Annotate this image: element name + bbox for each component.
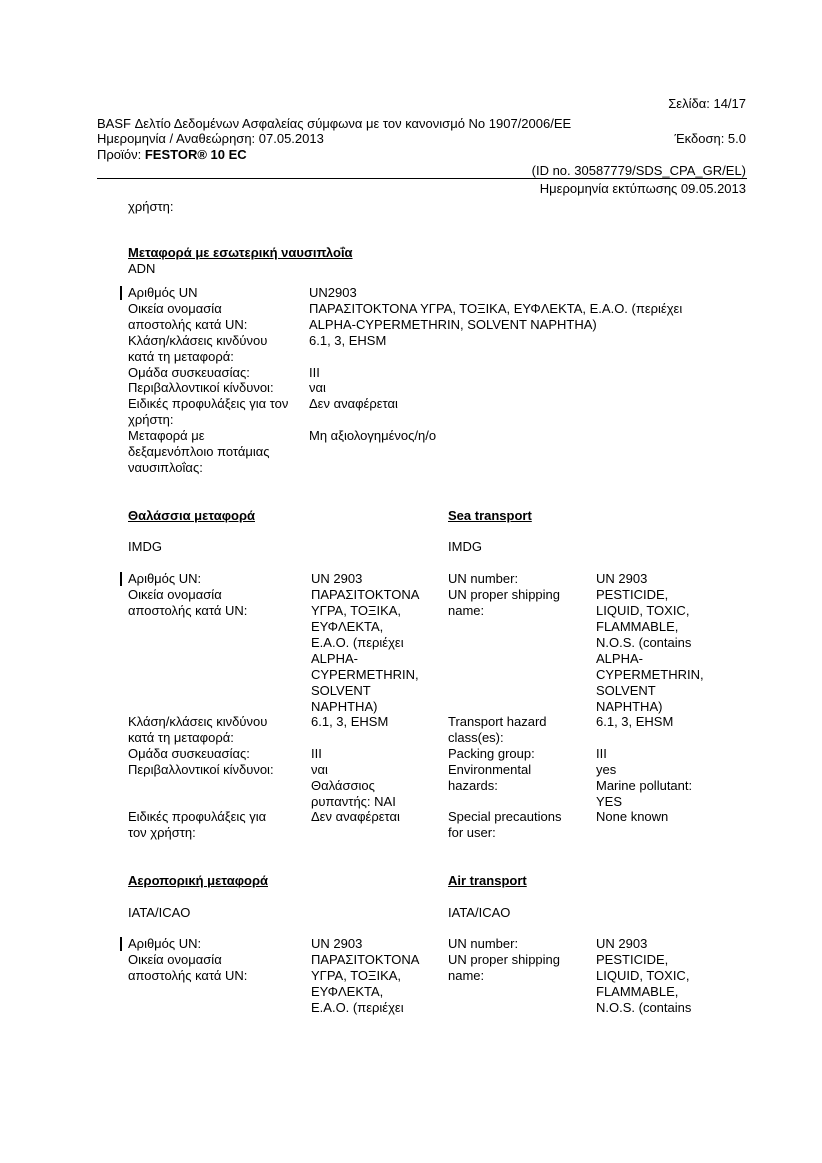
sea-gr-value-env-hazards: ναι Θαλάσσιος ρυπαντής: ΝΑΙ bbox=[311, 762, 396, 809]
document-title: BASF Δελτίο Δεδομένων Ασφαλείας σύμφωνα με τον κανονισμό Νο 1907/2006/ΕΕ bbox=[97, 116, 572, 131]
air-title-gr: Αεροπορική μεταφορά bbox=[128, 873, 268, 888]
sea-en-value-hazard-class: 6.1, 3, EHSM bbox=[596, 714, 674, 729]
adn-value-hazard-class: 6.1, 3, EHSM bbox=[309, 333, 387, 348]
version: Έκδοση: 5.0 bbox=[674, 131, 746, 146]
air-gr-label-un: Αριθμός UN: bbox=[128, 936, 202, 951]
sea-en-label-shipping-name: UN proper shipping name: bbox=[448, 587, 561, 618]
adn-value-precautions: Δεν αναφέρεται bbox=[309, 396, 398, 411]
air-en-label-shipping-name: UN proper shipping name: bbox=[448, 952, 561, 983]
page-number: Σελίδα: 14/17 bbox=[668, 96, 746, 111]
adn-value-shipping-name: ΠΑΡΑΣΙΤΟΚΤΟΝΑ ΥΓΡΑ, ΤΟΞΙΚΑ, ΕΥΦΛΕΚΤΑ, Ε.Α.Ο. (περιέχει ALPHA-CYPERMETHRIN, SOLVENT NAPHTHA) bbox=[309, 301, 683, 332]
adn-value-env-hazards: ναι bbox=[309, 380, 326, 395]
air-en-value-shipping-name: PESTICIDE, LIQUID, TOXIC, FLAMMABLE, N.O.S. (contains bbox=[596, 952, 692, 1015]
sea-gr-label-shipping-name: Οικεία ονομασία αποστολής κατά UN: bbox=[128, 587, 248, 618]
air-code-gr: IATA/ICAO bbox=[128, 905, 191, 920]
product-name: FESTOR® 10 EC bbox=[144, 147, 247, 162]
adn-value-packing-group: III bbox=[309, 365, 320, 380]
sea-code-gr: IMDG bbox=[128, 539, 162, 554]
sea-gr-value-shipping-name: ΠΑΡΑΣΙΤΟΚΤΟΝΑ ΥΓΡΑ, ΤΟΞΙΚΑ, ΕΥΦΛΕΚΤΑ, Ε.Α.Ο. (περιέχει ALPHA- CYPERMETHRIN, SOLVENT NAPHTHA) bbox=[311, 587, 420, 714]
sea-title-gr: Θαλάσσια μεταφορά bbox=[128, 508, 255, 523]
air-code-en: IATA/ICAO bbox=[448, 905, 511, 920]
sea-title-en: Sea transport bbox=[448, 508, 532, 523]
adn-label-tanker: Μεταφορά με δεξαμενόπλοιο ποτάμιας ναυσιπλοΐας: bbox=[128, 428, 270, 475]
air-en-value-un: UN 2903 bbox=[596, 936, 648, 951]
adn-label-precautions: Ειδικές προφυλάξεις για τον χρήστη: bbox=[128, 396, 289, 427]
adn-label-un: Αριθμός UN bbox=[128, 285, 198, 300]
print-date: Ημερομηνία εκτύπωσης 09.05.2013 bbox=[539, 181, 746, 196]
sea-en-value-shipping-name: PESTICIDE, LIQUID, TOXIC, FLAMMABLE, N.O.S. (contains ALPHA- CYPERMETHRIN, SOLVENT NAPHTHA) bbox=[596, 587, 704, 714]
sea-en-label-hazard-class: Transport hazard class(es): bbox=[448, 714, 547, 745]
sea-gr-value-hazard-class: 6.1, 3, EHSM bbox=[311, 714, 389, 729]
adn-section-title: Μεταφορά με εσωτερική ναυσιπλοΐα bbox=[128, 245, 353, 260]
id-number: (ID no. 30587779/SDS_CPA_GR/EL) bbox=[531, 163, 746, 178]
adn-label-hazard-class: Κλάση/κλάσεις κινδύνου κατά τη μεταφορά: bbox=[128, 333, 268, 364]
air-gr-value-un: UN 2903 bbox=[311, 936, 363, 951]
sea-gr-label-un: Αριθμός UN: bbox=[128, 571, 202, 586]
sea-gr-label-env-hazards: Περιβαλλοντικοί κίνδυνοι: bbox=[128, 762, 274, 777]
product-line bbox=[97, 147, 247, 163]
revision-marker bbox=[120, 937, 122, 951]
sea-code-en: IMDG bbox=[448, 539, 482, 554]
revision-date: Ημερομηνία / Αναθεώρηση: 07.05.2013 bbox=[97, 131, 324, 146]
revision-marker bbox=[120, 286, 122, 300]
air-en-label-un: UN number: bbox=[448, 936, 519, 951]
sea-en-value-un: UN 2903 bbox=[596, 571, 648, 586]
revision-marker bbox=[120, 572, 122, 586]
sea-gr-label-hazard-class: Κλάση/κλάσεις κινδύνου κατά τη μεταφορά: bbox=[128, 714, 268, 745]
sea-en-value-precautions: None known bbox=[596, 809, 669, 824]
sea-en-value-packing-group: III bbox=[596, 746, 607, 761]
adn-value-un: UN2903 bbox=[309, 285, 357, 300]
sea-en-label-un: UN number: bbox=[448, 571, 519, 586]
sea-gr-value-packing-group: III bbox=[311, 746, 322, 761]
sea-en-label-env-hazards: Environmental hazards: bbox=[448, 762, 532, 793]
air-gr-label-shipping-name: Οικεία ονομασία αποστολής κατά UN: bbox=[128, 952, 248, 983]
adn-value-tanker: Μη αξιολογημένος/η/ο bbox=[309, 428, 437, 443]
sea-en-label-precautions: Special precautions for user: bbox=[448, 809, 562, 840]
sea-gr-label-packing-group: Ομάδα συσκευασίας: bbox=[128, 746, 250, 761]
adn-label-env-hazards: Περιβαλλοντικοί κίνδυνοι: bbox=[128, 380, 274, 395]
sea-en-label-packing-group: Packing group: bbox=[448, 746, 535, 761]
adn-label-packing-group: Ομάδα συσκευασίας: bbox=[128, 365, 250, 380]
air-gr-value-shipping-name: ΠΑΡΑΣΙΤΟΚΤΟΝΑ ΥΓΡΑ, ΤΟΞΙΚΑ, ΕΥΦΛΕΚΤΑ, Ε.Α.Ο. (περιέχει bbox=[311, 952, 420, 1015]
header-rule bbox=[97, 178, 747, 179]
sea-gr-value-un: UN 2903 bbox=[311, 571, 363, 586]
continued-text: χρήστη: bbox=[128, 199, 174, 214]
sea-gr-label-precautions: Ειδικές προφυλάξεις για τον χρήστη: bbox=[128, 809, 267, 840]
sea-en-value-env-hazards: yes Marine pollutant: YES bbox=[596, 762, 693, 809]
adn-code: ADN bbox=[128, 261, 156, 276]
air-title-en: Air transport bbox=[448, 873, 527, 888]
sea-gr-value-precautions: Δεν αναφέρεται bbox=[311, 809, 400, 824]
product-label: Προϊόν: bbox=[97, 147, 145, 162]
adn-label-shipping-name: Οικεία ονομασία αποστολής κατά UN: bbox=[128, 301, 248, 332]
